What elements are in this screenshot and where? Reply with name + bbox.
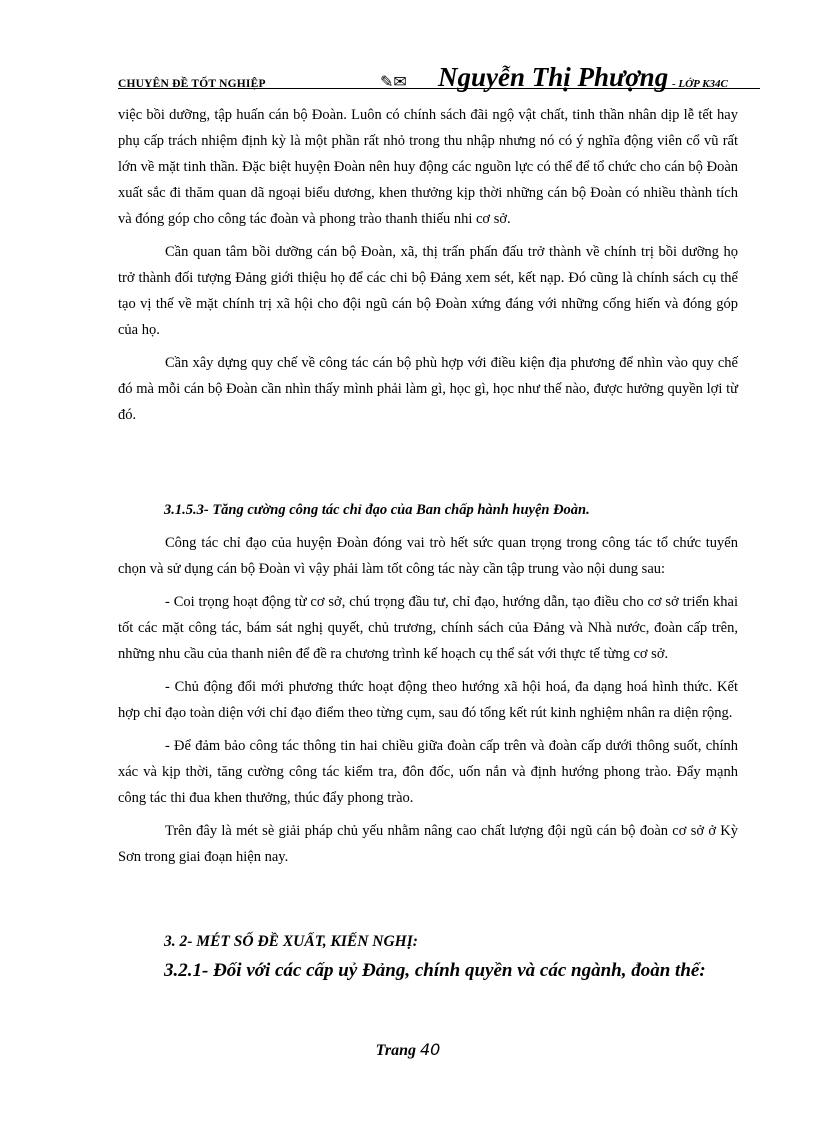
- page-footer: [0, 1040, 816, 1060]
- header-rule: [118, 88, 760, 89]
- body-section-1: [118, 102, 738, 435]
- thesis-label: CHUYÊN ĐỀ TỐT NGHIỆP: [118, 78, 266, 90]
- author-name: Nguyễn Thị Phượng: [438, 62, 669, 92]
- class-label: - LỚP K34C: [672, 78, 728, 90]
- paragraph: Cần quan tâm bồi dưỡng cán bộ Đoàn, xã, thị trấn phấn đấu trở thành về chính trị bồi dưỡng họ trở thành đối tượng Đảng giới thiệu họ để các chi bộ Đảng xem sét, kết nạp. Đó cũng là chính sách cụ thể tạo vị thế về mặt chính trị xã hội cho đội ngũ cán bộ Đoàn xứng đáng với những cống hiến và đóng góp của họ.: [118, 244, 738, 338]
- pen-envelope-icon: ✎✉: [380, 72, 407, 91]
- paragraph: - Để đảm bảo công tác thông tin hai chiều giữa đoàn cấp trên và đoàn cấp dưới thông suốt, chính xác và kịp thời, tăng cường công tác kiểm tra, đôn đốc, uốn nắn và định hướng phong trào. Đẩy mạnh công tác thi đua khen thưởng, thúc đẩy phong trào.: [118, 738, 738, 806]
- body-section-2: [118, 530, 738, 877]
- page-header: [118, 62, 760, 96]
- page-number: 40: [419, 1040, 441, 1059]
- paragraph: Cần xây dựng quy chế về công tác cán bộ phù hợp với điều kiện địa phương để nhìn vào quy chế đó mà mỗi cán bộ Đoàn cần nhìn thấy mình phải làm gì, học gì, học như thế nào, được hưởng quyền lợi từ đó.: [118, 355, 738, 423]
- page-label: Trang: [375, 1042, 416, 1059]
- paragraph: việc bồi dưỡng, tập huấn cán bộ Đoàn. Luôn có chính sách đãi ngộ vật chất, tinh thần nhân dịp lễ tết hay phụ cấp trách nhiệm định kỳ là một phần rất nhỏ trong thu nhập nhưng nó có ý nghĩa động viên cổ vũ rất lớn về mặt tinh thần. Đặc biệt huyện Đoàn nên huy động các nguồn lực có thể để tổ chức cho cán bộ Đoàn xuất sắc đi thăm quan dã ngoại biểu dương, khen thưởng kịp thời những cán bộ Đoàn có nhiều thành tích và đóng góp cho công tác đoàn và phong trào thanh thiếu nhi cơ sở.: [118, 107, 738, 227]
- paragraph: Công tác chỉ đạo của huyện Đoàn đóng vai trò hết sức quan trọng trong công tác tổ chức tuyển chọn và sử dụng cán bộ Đoàn vì vậy phải làm tốt công tác này cần tập trung vào nội dung sau:: [118, 535, 738, 577]
- heading-3-2-1: 3.2.1- Đối với các cấp uỷ Đảng, chính quyền và các ngành, đoàn thể:: [164, 960, 706, 981]
- heading-3-2: 3. 2- MÉT SỐ ĐỀ XUẤT, KIẾN NGHỊ:: [164, 933, 418, 950]
- section-heading-3-1-5-3: 3.1.5.3- Tăng cường công tác chỉ đạo của Ban chấp hành huyện Đoàn.: [164, 502, 590, 518]
- paragraph: - Coi trọng hoạt động từ cơ sở, chú trọng đầu tư, chỉ đạo, hướng dẫn, tạo điều cho cơ sở triển khai tốt các mặt công tác, bám sát nghị quyết, chủ trương, chính sách của Đảng và Nhà nước, đoàn cấp trên, những nhu cầu của thanh niên để đề ra chương trình kế hoạch cụ thể sát với thực tế từng cơ sở.: [118, 594, 738, 662]
- paragraph: - Chủ động đổi mới phương thức hoạt động theo hướng xã hội hoá, đa dạng hoá hình thức. Kết hợp chỉ đạo toàn diện với chỉ đạo điểm theo từng cụm, sau đó tổng kết rút kinh nghiệm nhân ra diện rộng.: [118, 679, 738, 721]
- paragraph: Trên đây là mét sè giải pháp chủ yếu nhằm nâng cao chất lượng đội ngũ cán bộ đoàn cơ sở ở Kỳ Sơn trong giai đoạn hiện nay.: [118, 823, 738, 865]
